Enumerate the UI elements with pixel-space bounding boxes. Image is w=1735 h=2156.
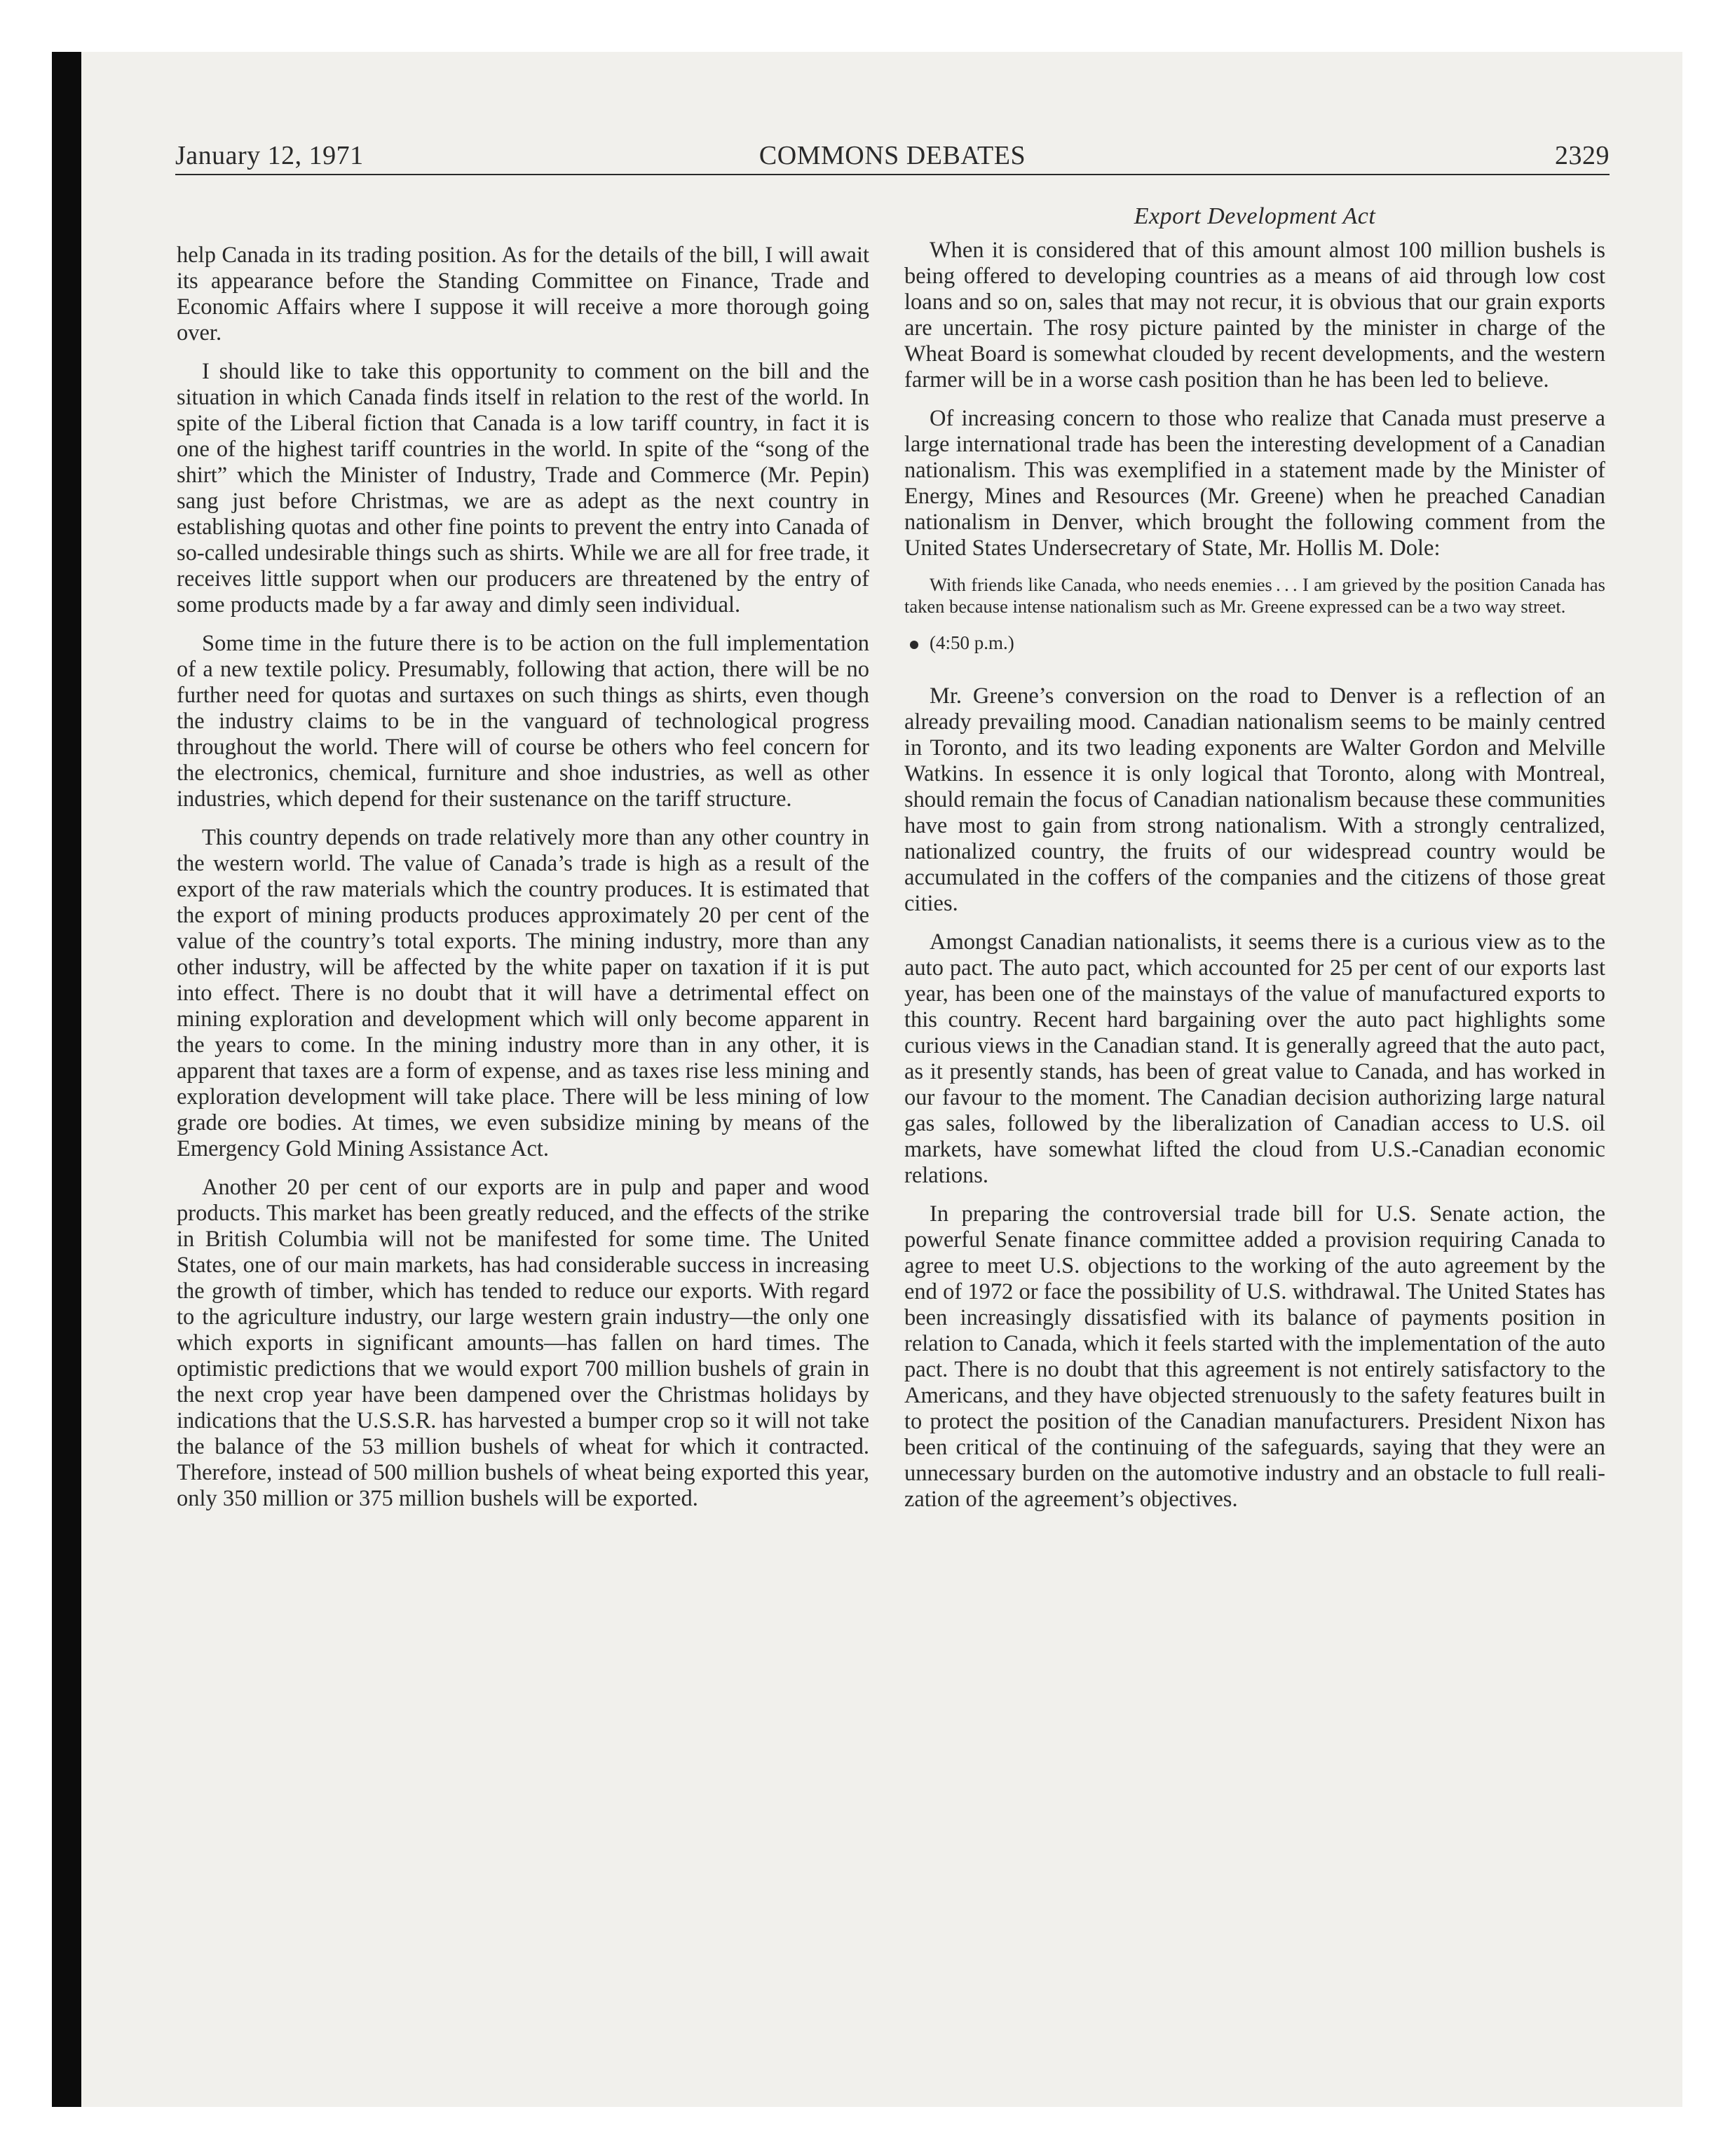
timestamp-text: (4:50 p.m.) bbox=[930, 632, 1014, 653]
paragraph: When it is considered that of this amount almost 100 million bushels is being offered to developing countries as a means of aid through low cost loans and so on, sales that may not recur, it is obvious that our grain exports are uncertain. The rosy picture painted by the minister in charge of the Wheat Board is somewhat clouded by recent developments, and the western farmer will be in a worse cash position than he has been led to believe. bbox=[904, 238, 1605, 393]
timestamp bbox=[910, 630, 1605, 655]
header-rule bbox=[175, 174, 1610, 175]
publication-title: COMMONS DEBATES bbox=[758, 141, 1026, 170]
paragraph: This country depends on trade relatively more than any other country in the western world. The value of Canada’s trade is high as a result of the export of the raw materials which the country produces. It is estimated that the export of mining products produces approximately 20 per cent of the value of the country’s total exports. The mining industry, more than any other industry, will be affected by the white paper on taxation if it is put into effect. There is no doubt that it will have a detrimental effect on mining exploration and development which will only become apparent in the years to come. In the mining industry more than in any other, it is apparent that taxes are a form of expense, and as taxes rise less mining and exploration development will take place. There will be less mining of low grade ore bodies. At times, we even subsidize mining by means of the Emergency Gold Mining Assistance Act. bbox=[177, 825, 869, 1161]
paragraph: Mr. Greene’s conversion on the road to Denver is a reflection of an already prevailing mood. Canadian nationalism seems to be mainly centred in Toronto, and its two leading exponents are Walter Gordon and Melville Watkins. In essence it is only logical that Toronto, along with Montreal, should remain the focus of Canadian nationalism because these communities have most to gain from strong nationalism. With a strongly centralized, nationalized country, the fruits of our widespread country would be accumulated in the coffers of the companies and the citizens of those great cities. bbox=[904, 683, 1605, 916]
right-column bbox=[904, 203, 1605, 1525]
paragraph: Of increasing concern to those who realize that Canada must preserve a large international trade has been the interesting development of a Canadian nationalism. This was exemplified in a statement made by the Minister of Energy, Mines and Resources (Mr. Greene) when he preached Canadian nationalism in Denver, which brought the following comment from the United States Undersecretary of State, Mr. Hollis M. Dole: bbox=[904, 406, 1605, 561]
block-quote: With friends like Canada, who needs enemies . . . I am grieved by the position Canada has taken because intense nationalism such as Mr. Greene expressed can be a two way street. bbox=[904, 574, 1605, 617]
header-date: January 12, 1971 bbox=[175, 141, 364, 170]
paragraph: help Canada in its trading position. As for the details of the bill, I will await its appearance before the Standing Committee on Finance, Trade and Economic Affairs where I suppose it will receive a more thorough going over. bbox=[177, 243, 869, 346]
paragraph: In preparing the controversial trade bill for U.S. Senate action, the powerful Senate finance committee added a provision requiring Canada to agree to meet U.S. objections to the working of the auto agreement by the end of 1972 or face the possibility of U.S. withdrawal. The United States has been increasingly dissatisfied with its balance of payments position in relation to Canada, which it feels started with the implementation of the auto pact. There is no doubt that this agreement is not entirely satisfactory to the Americans, and they have objected strenuously to the safety features built in to protect the position of the Canadian manufacturers. President Nixon has been critical of the continuing of the safeguards, saying that they were an unnecessary burden on the automotive industry and an obstacle to full realization of the agreement’s objectives. bbox=[904, 1201, 1605, 1512]
section-subhead: Export Development Act bbox=[1134, 203, 1376, 229]
page-number: 2329 bbox=[1555, 141, 1610, 170]
paragraph: Amongst Canadian nationalists, it seems there is a curious view as to the auto pact. The auto pact, which accounted for 25 per cent of our exports last year, has been one of the mainstays of the value of manufactured exports to this country. Recent hard bargaining over the auto pact highlights some curious views in the Canadian stand. It is generally agreed that the auto pact, as it presently stands, has been of great value to Canada, and has worked in our favour to the moment. The Canadian decision authorizing large natural gas sales, followed by the liberalization of Canadian access to U.S. oil markets, have somewhat lifted the cloud from U.S.-Canadian economic relations. bbox=[904, 929, 1605, 1188]
paragraph: Another 20 per cent of our exports are in pulp and paper and wood products. This market has been greatly reduced, and the effects of the strike in British Columbia will not be manifested for some time. The United States, one of our main markets, has had considerable success in increasing the growth of timber, which has tended to reduce our exports. With regard to the agriculture industry, our large western grain industry—the only one which exports in significant amounts—has fallen on hard times. The optimistic predictions that we would export 700 million bushels of grain in the next crop year have been dampened over the Christmas holidays by indications that the U.S.S.R. has harvested a bumper crop so it will not take the balance of the 53 million bushels of wheat for which it contracted. Therefore, instead of 500 million bushels of wheat being exported this year, only 350 million or 375 million bushels will be exported. bbox=[177, 1175, 869, 1511]
page-header bbox=[175, 140, 1610, 177]
binding-edge bbox=[52, 52, 81, 2107]
bullet-icon bbox=[910, 641, 918, 649]
paragraph: Some time in the future there is to be action on the full implementation of a new textile policy. Presumably, following that action, there will be no further need for quotas and surtaxes on such things as shirts, even though the industry claims to be in the vanguard of technological progress throughout the world. There will of course be others who feel concern for the electronics, chemical, furniture and shoe industries, as well as other industries, which depend for their sustenance on the tariff structure. bbox=[177, 631, 869, 812]
paragraph: I should like to take this opportunity to comment on the bill and the situation in which Canada finds itself in relation to the rest of the world. In spite of the Liberal fiction that Canada is a low tariff country, in fact it is one of the highest tariff countries in the world. In spite of the “song of the shirt” which the Minister of Industry, Trade and Commerce (Mr. Pepin) sang just before Christmas, we are as adept as the next country in establishing quotas and other fine points to prevent the entry into Canada of so-called undesirable things such as shirts. While we are all for free trade, it receives little support when our producers are threatened by the entry of some products made by a far away and dimly seen individual. bbox=[177, 359, 869, 618]
left-column bbox=[177, 243, 869, 1524]
